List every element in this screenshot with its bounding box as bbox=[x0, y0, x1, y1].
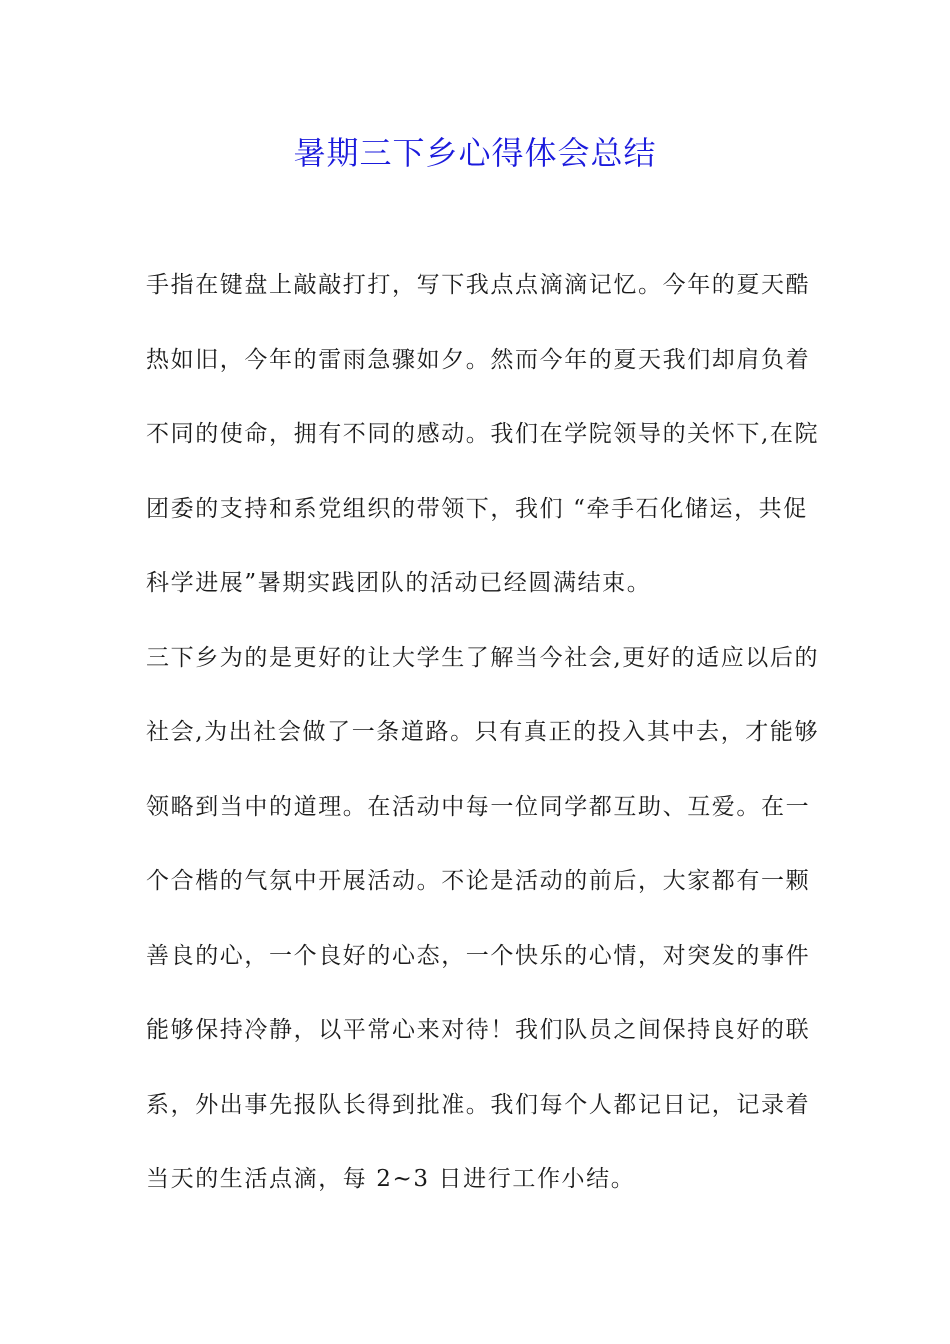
body-line: 当天的生活点滴，每 2~3 日进行工作小结。 bbox=[146, 1166, 636, 1192]
body-line: 能够保持冷静，以平常心来对待！我们队员之间保持良好的联 bbox=[146, 1017, 811, 1043]
document-title: 暑期三下乡心得体会总结 bbox=[293, 134, 657, 172]
document-body bbox=[146, 258, 820, 1227]
body-line: 手指在键盘上敲敲打打，写下我点点滴滴记忆。今年的夏天酷 bbox=[146, 272, 811, 298]
body-line: 个合楷的气氛中开展活动。不论是活动的前后，大家都有一颗 bbox=[146, 868, 811, 894]
body-line: 社会,为出社会做了一条道路。只有真正的投入其中去，才能够 bbox=[146, 719, 820, 745]
body-line: 善良的心，一个良好的心态，一个快乐的心情，对突发的事件 bbox=[146, 942, 811, 969]
body-line: 三下乡为的是更好的让大学生了解当今社会,更好的适应以后的 bbox=[146, 644, 820, 671]
body-line: 系，外出事先报队长得到批准。我们每个人都记日记，记录着 bbox=[146, 1091, 811, 1118]
body-line: 领略到当中的道理。在活动中每一位同学都互助、互爱。在一 bbox=[146, 793, 811, 820]
body-line: 团委的支持和系党组织的带领下，我们 “牵手石化储运，共促 bbox=[146, 495, 808, 522]
body-line: 热如旧，今年的雷雨急骤如夕。然而今年的夏天我们却肩负着 bbox=[146, 346, 811, 373]
body-line: 科学进展”暑期实践团队的活动已经圆满结束。 bbox=[146, 570, 652, 596]
body-line: 不同的使命，拥有不同的感动。我们在学院领导的关怀下,在院 bbox=[146, 421, 820, 447]
